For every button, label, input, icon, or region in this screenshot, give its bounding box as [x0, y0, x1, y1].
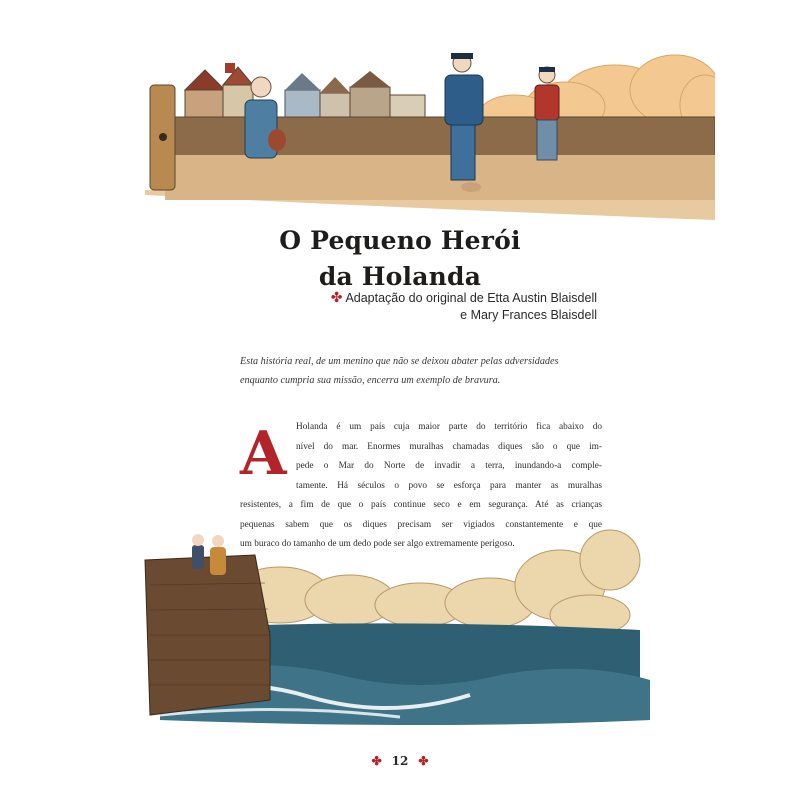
red-cross-ornament-icon: ✤ [330, 289, 343, 305]
title-line-1: O Pequeno Herói [279, 225, 521, 255]
title-line-2: da Holanda [318, 261, 482, 291]
ornament-right-icon: ✤ [418, 754, 429, 768]
intro-line-2: enquanto cumpria sua missão, encerra um exemplo de bravura. [240, 375, 501, 386]
story-title [200, 223, 600, 295]
intro-paragraph [240, 352, 602, 390]
page-footer [330, 754, 470, 768]
body-line: pequenas sabem que os diques precisam ser vigiados constantemente e que [240, 519, 602, 530]
ornament-left-icon: ✤ [371, 754, 382, 768]
credit-text-1: Adaptação do original de Etta Austin Blaisdell [345, 291, 597, 305]
body-line: pede o Mar do Norte de invadir a terra, inundando-a comple- [296, 461, 602, 471]
sea-dike-illustration [140, 525, 660, 735]
drop-cap: A [240, 419, 287, 489]
page-number: 12 [391, 754, 409, 768]
body-line: um buraco do tamanho de um dedo pode ser algo extremamente perigoso. [240, 539, 515, 549]
body-line: nível do mar. Enormes muralhas chamadas diques são o que im- [296, 441, 602, 452]
credit-line-2: e Mary Frances Blaisdell [460, 308, 597, 322]
town-illustration [145, 45, 715, 225]
body-line: resistentes, a fim de que o país continue seco e em segurança. Até as crianças [240, 500, 602, 510]
small-boy-figure [535, 67, 559, 160]
storm-clouds [230, 530, 640, 635]
houses [185, 63, 425, 125]
credit-line-1 [300, 289, 597, 307]
author-credit [300, 289, 597, 324]
body-line: Holanda é um país cuja maior parte do território fica abaixo do [296, 422, 602, 432]
body-line: tamente. Há séculos o povo se esforça para manter as muralhas [296, 480, 602, 491]
intro-line-1: Esta história real, de um menino que não se deixou abater pelas adversidades [240, 356, 559, 367]
